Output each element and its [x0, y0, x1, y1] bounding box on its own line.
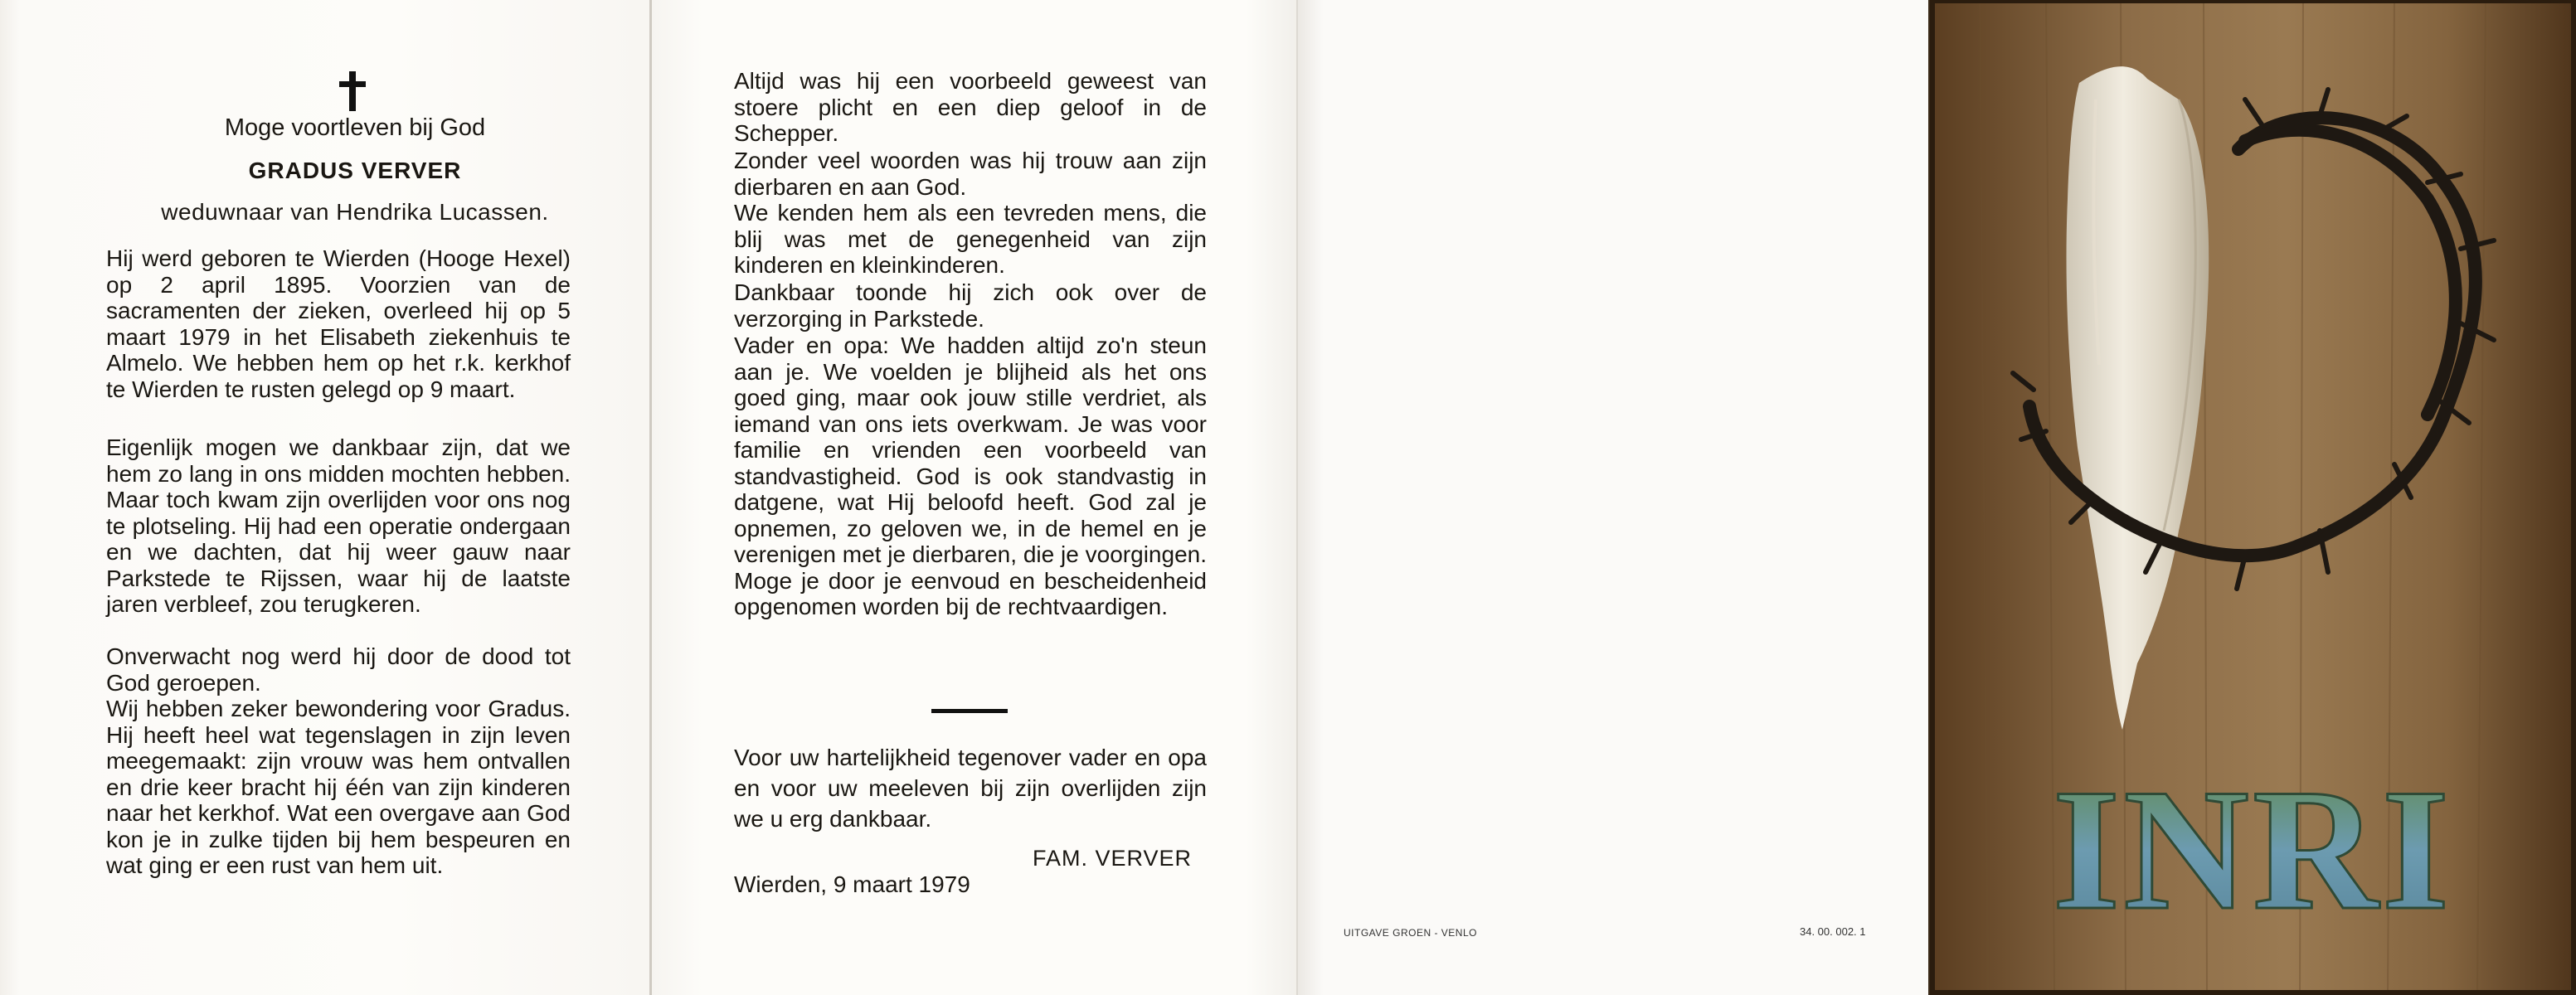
paragraph-father: Vader en opa: We hadden altijd zo'n steun aan je. We voelden je blijheid als het ons goed ging, maar ook jouw stille verdriet, als iemand van ons iets overkwam. Je was voor familie en vrienden een voorbeeld van standvastigheid. God is ook standvastig in datgene, wat Hij beloofd heeft. God zal je opnemen, zo geloven we, in de hemel en je verenigen met je dierbaren, die je voorgingen. Moge je door je eenvoud en bescheidenheid opgenomen worden bij de rechtvaardigen.: [734, 332, 1207, 619]
left-inner-panel: [0, 0, 651, 995]
relation-line: weduwnaar van Hendrika Lucassen.: [161, 199, 549, 225]
print-code: 34. 00. 002. 1: [1800, 925, 1866, 938]
paragraph-gratitude: Eigenlijk mogen we dankbaar zijn, dat we hem zo lang in ons midden mochten hebben. Maar toch kwam zijn overlijden voor ons nog te plotseling. Hij had een operatie ondergaan en we dachten, dat hij weer gauw naar Parkstede te Rijssen, waar hij de laatste jaren verbleef, zou terugkeren.: [106, 434, 571, 617]
paragraph-birth: Hij werd geboren te Wierden (Hooge Hexel) op 2 april 1895. Voorzien van de sacramenten der zieken, overleed hij op 5 maart 1979 in het Elisabeth ziekenhuis te Almelo. We hebben hem op het r.k. kerkhof te Wierden te rusten gelegd op 9 maart.: [106, 245, 571, 402]
place-date: Wierden, 9 maart 1979: [734, 871, 970, 897]
cover-border: [1930, 0, 2576, 995]
inri-inscription: INRI: [2052, 754, 2453, 946]
deceased-name: GRADUS VERVER: [248, 158, 462, 183]
paragraph-parkstede: Dankbaar toonde hij zich ook over de verzorging in Parkstede.: [734, 279, 1207, 332]
paragraph-admiration: Wij hebben zeker bewondering voor Gradus. Hij heeft heel wat tegenslagen in zijn leven meegemaakt: zijn vrouw was hem ontvallen en drie keer bracht hij één van zijn kinderen naar het kerkhof. Wat een overgave aan God kon je in zulke tijden bij hem bespeuren en wat ging er een rust van hem uit.: [106, 696, 571, 878]
paragraph-content: We kenden hem als een tevreden mens, die blij was met de genegenheid van zijn kinderen en kleinkinderen.: [734, 200, 1207, 278]
thanks-text: Voor uw hartelijkheid tegenover vader en opa en voor uw meeleven bij zijn overlijden zijn we u erg dankbaar.: [734, 745, 1207, 832]
paragraph-called: Onverwacht nog werd hij door de dood tot God geroepen.: [106, 643, 571, 696]
family-signature: FAM. VERVER: [1033, 846, 1193, 871]
cross-icon: [336, 71, 369, 113]
cover-panel: [1930, 0, 2576, 995]
divider-rule: [931, 709, 1008, 713]
header-line: Moge voortleven bij God: [224, 114, 486, 141]
fold-line: [649, 0, 652, 995]
fold-line: [1296, 0, 1298, 995]
paragraph-example: Altijd was hij een voorbeeld geweest van stoere plicht en een diep geloof in de Schepper.: [734, 68, 1207, 146]
paragraph-faithful: Zonder veel woorden was hij trouw aan zijn dierbaren en aan God.: [734, 148, 1207, 200]
back-panel: [1298, 0, 1930, 995]
publisher-line: UITGAVE GROEN - VENLO: [1344, 927, 1477, 939]
